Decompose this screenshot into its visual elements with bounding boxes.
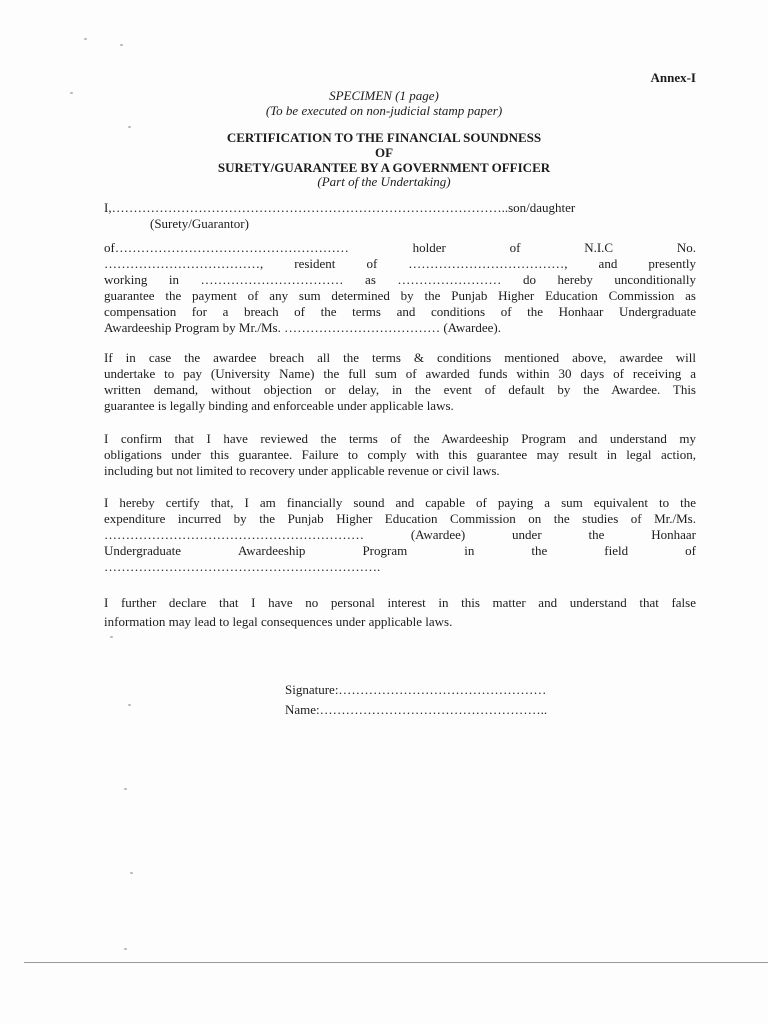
awardee-word: (Awardee): [410, 527, 466, 542]
the-word: the: [588, 527, 605, 542]
residence-line: ………………………………, resident of ………………………………, and presently: [104, 256, 696, 271]
scan-speck: [110, 636, 113, 638]
document-title-line1: CERTIFICATION TO THE FINANCIAL SOUNDNESS: [226, 130, 542, 145]
paragraph-line: written demand, without objection or delay, in the event of default by the Awardee. This: [104, 382, 696, 397]
paragraph-line: information may lead to legal consequences under applicable laws.: [104, 614, 453, 629]
in-word: in: [464, 543, 475, 558]
scan-speck: [84, 38, 87, 40]
paragraph-line: I hereby certify that, I am financially sound and capable of paying a sum equivalent to the: [104, 495, 696, 510]
default-terms-paragraph: [104, 350, 696, 414]
scan-speck: [120, 44, 123, 46]
document-title-line2: OF: [374, 145, 394, 160]
occupation-line: working in …………………………… as …………………… do hereby unconditionally: [104, 272, 696, 287]
compensation-line: compensation for a breach of the terms and conditions of the Honhaar Undergraduate: [104, 304, 696, 319]
awardee-name-field: ……………………………………………………: [104, 527, 364, 542]
name-line: Name:……………………………………………..: [285, 702, 548, 717]
paragraph-line: including but not limited to recovery under applicable revenue or civil laws.: [104, 463, 500, 478]
paragraph-line: I further declare that I have no personal interest in this matter and understand that false: [104, 595, 696, 610]
scan-speck: [124, 788, 127, 790]
of-field: of………………………………………………: [104, 240, 349, 255]
signature-line: Signature:…………………………………………: [285, 682, 547, 697]
paragraph-line: undertake to pay (University Name) the full sum of awarded funds within 30 days of receiving a: [104, 366, 696, 381]
scan-speck: [124, 948, 127, 950]
honhaar-word: Honhaar: [651, 527, 696, 542]
surety-guarantor-note: (Surety/Guarantor): [150, 216, 249, 231]
document-subtitle: (Part of the Undertaking): [317, 174, 451, 189]
holder-word: holder: [412, 240, 446, 255]
nic-word: N.I.C: [584, 240, 614, 255]
scan-speck: [128, 704, 131, 706]
guarantor-name-line: I,………………………………………………………………………………..son/daughter: [104, 200, 576, 215]
scan-speck: [130, 872, 133, 874]
guarantor-details-paragraph: [104, 200, 696, 336]
field-of-study-line: ……………………………………………………….: [104, 559, 381, 574]
program-field-line: [104, 543, 696, 559]
program-word: Program: [362, 543, 408, 558]
awardee-field-line: [104, 527, 696, 543]
stamp-paper-note: (To be executed on non-judicial stamp paper): [265, 103, 503, 118]
undergraduate-word: Undergraduate: [104, 543, 182, 558]
of-word: of: [685, 543, 696, 558]
declaration-paragraph: [104, 593, 696, 631]
scan-page-edge: [24, 962, 768, 963]
paragraph-line: obligations under this guarantee. Failure to comply with this guarantee may result in legal action,: [104, 447, 696, 462]
guarantee-line: guarantee the payment of any sum determined by the Punjab Higher Education Commission as: [104, 288, 696, 303]
document-title-line3: SURETY/GUARANTEE BY A GOVERNMENT OFFICER: [217, 160, 551, 175]
confirmation-paragraph: [104, 431, 696, 479]
awardee-line: Awardeeship Program by Mr./Ms. ……………………………… (Awardee).: [104, 320, 501, 335]
no-word: No.: [676, 240, 696, 255]
of-word: of: [509, 240, 521, 255]
nic-line: [104, 240, 696, 256]
paragraph-line: If in case the awardee breach all the terms & conditions mentioned above, awardee will: [104, 350, 696, 365]
paragraph-line: guarantee is legally binding and enforceable under applicable laws.: [104, 398, 454, 413]
annex-label: Annex-I: [650, 70, 696, 85]
field-word: field: [604, 543, 629, 558]
the-word: the: [531, 543, 548, 558]
paragraph-line: expenditure incurred by the Punjab Higher Education Commission on the studies of Mr./Ms.: [104, 511, 696, 526]
paragraph-line: I confirm that I have reviewed the terms of the Awardeeship Program and understand my: [104, 431, 696, 446]
specimen-note: SPECIMEN (1 page): [329, 88, 439, 103]
financial-soundness-paragraph: [104, 495, 696, 575]
under-word: under: [512, 527, 542, 542]
scan-speck: [128, 126, 131, 128]
awardeeship-word: Awardeeship: [238, 543, 306, 558]
signature-block: [285, 680, 547, 720]
